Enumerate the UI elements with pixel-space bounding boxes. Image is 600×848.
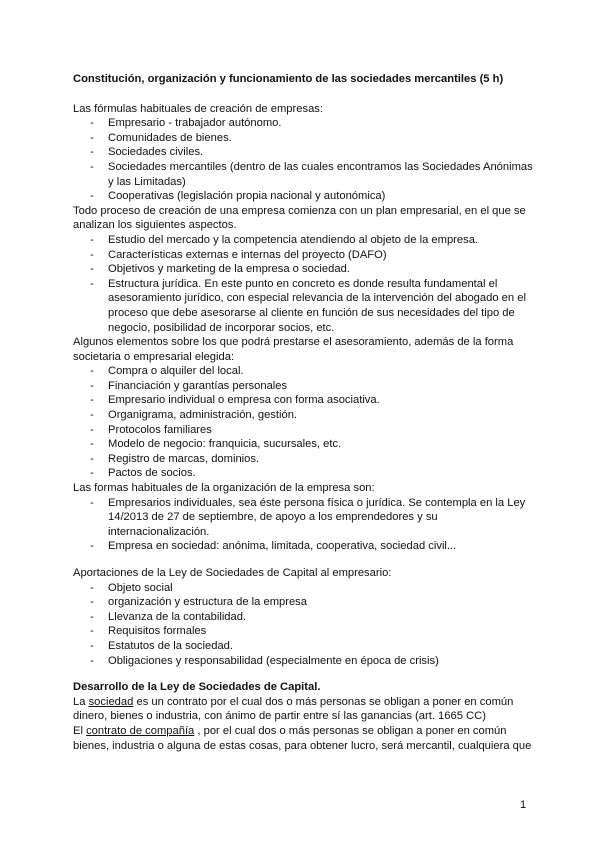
list-item: - Comunidades de bienes. [73,131,533,146]
text: , por el cual dos o más personas se obligan a poner en común bienes, industria o alguna de estas cosas, para obtener lucro, será mercantil, cualquiera que [73,724,532,752]
definition-paragraph [73,724,533,753]
page-number: 1 [520,799,527,811]
list-item: - Financiación y garantías personales [73,379,533,394]
list-item: - organización y estructura de la empresa [73,595,533,610]
list-item: - Estatutos de la sociedad. [73,639,533,654]
list-item: - Estudio del mercado y la competencia atendiendo al objeto de la empresa. [73,233,533,248]
list-item: - Empresa en sociedad: anónima, limitada, cooperativa, sociedad civil... [73,539,533,554]
advice-elements-list [73,364,533,481]
section-intro: Aportaciones de la Ley de Sociedades de Capital al empresario: [73,567,392,579]
list-item: - Sociedades civiles. [73,145,533,160]
list-item: - Cooperativas (legislación propia nacional y autonómica) [73,189,533,204]
section-intro: Las formas habituales de la organización de la empresa son: [73,482,375,495]
list-item: - Requisitos formales [73,624,533,639]
list-item: - Objeto social [73,581,533,596]
list-item: - Compra o alquiler del local. [73,364,533,379]
list-item: - Modelo de negocio: franquicia, sucursales, etc. [73,437,533,452]
list-item: - Empresario - trabajador autónomo. [73,116,533,131]
text: es un contrato por el cual dos o más personas se obligan a poner en común dinero, bienes o industria, con ánimo de partir entre sí las ganancias (art. 1665 CC) [73,695,514,723]
list-item: - Organigrama, administración, gestión. [73,408,533,423]
list-item: - Pactos de socios. [73,466,533,481]
list-item: - Protocolos familiares [73,423,533,438]
sociedad-link[interactable]: sociedad [88,695,134,708]
list-item: - Llevanza de la contabilidad. [73,610,533,625]
list-item: - Registro de marcas, dominios. [73,452,533,467]
organization-forms-list [73,496,533,554]
list-item: - Empresarios individuales, sea éste persona física o jurídica. Se contempla en la Ley 14/2013 de 27 de septiembre, de apoyo a los emprendedores y su internacionalización. [73,496,533,540]
list-item: - Empresario individual o empresa con forma asociativa. [73,393,533,408]
definition-paragraph [73,695,533,724]
section-intro: Todo proceso de creación de una empresa comienza con un plan empresarial, en el que se analizan los siguientes aspectos. [73,204,526,232]
section-intro: Algunos elementos sobre los que podrá prestarse el asesoramiento, además de la forma societaria o empresarial elegida: [73,336,514,363]
list-item: - Características externas e internas del proyecto (DAFO) [73,248,533,263]
list-item: - Obligaciones y responsabilidad (especialmente en época de crisis) [73,654,533,669]
list-item: - Sociedades mercantiles (dentro de las cuales encontramos las Sociedades Anónimas y las Limitadas) [73,160,533,189]
text: El [73,724,87,737]
document-title: Constitución, organización y funcionamiento de las sociedades mercantiles (5 h) [73,73,504,85]
creation-forms-list [73,116,533,204]
text: La [73,695,89,708]
list-item: - Estructura jurídica. En este punto en concreto es donde resulta fundamental el asesoramiento jurídico, con especial relevancia de la intervención del abogado en el proceso que debe asesorarse al cliente en función de sus necesidades del tipo de negocio, posibilidad de incorporar socios, etc. [73,277,533,335]
document-page [73,72,533,753]
spacer [73,554,533,566]
business-plan-list [73,233,533,335]
contributions-list [73,581,533,669]
list-item: - Objetivos y marketing de la empresa o sociedad. [73,262,533,277]
section-heading: Desarrollo de la Ley de Sociedades de Capital. [73,681,321,694]
section-intro: Las fórmulas habituales de creación de empresas: [73,102,323,115]
contrato-compania-link[interactable]: contrato de compañía [86,724,195,737]
